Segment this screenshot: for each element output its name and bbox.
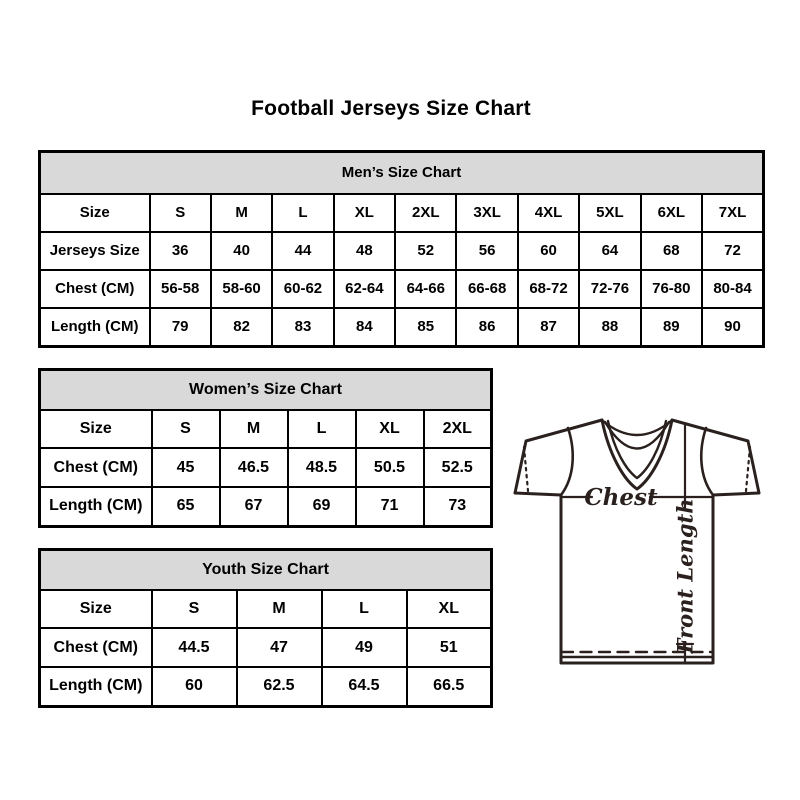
- size-value-cell: 5XL: [579, 194, 640, 232]
- youth-size-chart-table: [38, 548, 493, 708]
- size-value-cell: 48.5: [288, 448, 356, 487]
- table-title: Women’s Size Chart: [40, 370, 492, 410]
- row-label: Size: [40, 410, 152, 449]
- row-label: Jerseys Size: [40, 232, 150, 270]
- size-value-cell: L: [272, 194, 333, 232]
- size-value-cell: 2XL: [395, 194, 456, 232]
- size-value-cell: 4XL: [518, 194, 579, 232]
- size-value-cell: 62.5: [237, 667, 322, 707]
- size-value-cell: L: [322, 590, 407, 629]
- size-value-cell: 47: [237, 628, 322, 667]
- size-value-cell: 52.5: [424, 448, 492, 487]
- womens-size-chart-table: [38, 368, 493, 528]
- size-value-cell: 72: [702, 232, 763, 270]
- size-value-cell: 62-64: [334, 270, 395, 308]
- size-value-cell: 52: [395, 232, 456, 270]
- size-value-cell: 90: [702, 308, 763, 347]
- row-label: Length (CM): [40, 487, 152, 527]
- size-value-cell: 67: [220, 487, 288, 527]
- size-value-cell: 72-76: [579, 270, 640, 308]
- size-value-cell: 44: [272, 232, 333, 270]
- size-value-cell: 56: [456, 232, 517, 270]
- chest-label: Chest: [584, 484, 658, 511]
- size-value-cell: S: [152, 590, 237, 629]
- row-label: Length (CM): [40, 667, 152, 707]
- row-label: Chest (CM): [40, 270, 150, 308]
- row-label: Size: [40, 194, 150, 232]
- size-value-cell: 3XL: [456, 194, 517, 232]
- size-value-cell: 64-66: [395, 270, 456, 308]
- left-cuff-dotted-line: [524, 447, 528, 491]
- size-value-cell: 79: [150, 308, 211, 347]
- size-value-cell: 83: [272, 308, 333, 347]
- row-label: Length (CM): [40, 308, 150, 347]
- size-value-cell: 65: [152, 487, 220, 527]
- size-value-cell: 58-60: [211, 270, 272, 308]
- size-value-cell: XL: [356, 410, 424, 449]
- size-value-cell: 89: [641, 308, 702, 347]
- table-title: Men’s Size Chart: [40, 152, 764, 194]
- size-value-cell: 6XL: [641, 194, 702, 232]
- size-value-cell: 50.5: [356, 448, 424, 487]
- size-value-cell: XL: [407, 590, 492, 629]
- size-value-cell: 84: [334, 308, 395, 347]
- size-value-cell: 76-80: [641, 270, 702, 308]
- size-value-cell: 60: [518, 232, 579, 270]
- size-value-cell: 71: [356, 487, 424, 527]
- size-value-cell: S: [150, 194, 211, 232]
- size-value-cell: 46.5: [220, 448, 288, 487]
- size-value-cell: 2XL: [424, 410, 492, 449]
- size-value-cell: L: [288, 410, 356, 449]
- page-title: Football Jerseys Size Chart: [251, 97, 531, 120]
- size-value-cell: 80-84: [702, 270, 763, 308]
- size-value-cell: 51: [407, 628, 492, 667]
- size-value-cell: 69: [288, 487, 356, 527]
- size-value-cell: 56-58: [150, 270, 211, 308]
- front-length-label: Front Length: [672, 498, 698, 654]
- size-value-cell: 85: [395, 308, 456, 347]
- youth-table: [38, 548, 493, 708]
- size-value-cell: 82: [211, 308, 272, 347]
- men-table: [38, 150, 765, 348]
- size-value-cell: 60-62: [272, 270, 333, 308]
- size-value-cell: S: [152, 410, 220, 449]
- mens-size-chart-table: [38, 150, 765, 348]
- size-value-cell: 88: [579, 308, 640, 347]
- size-value-cell: 64.5: [322, 667, 407, 707]
- size-value-cell: M: [220, 410, 288, 449]
- size-value-cell: 45: [152, 448, 220, 487]
- size-value-cell: 44.5: [152, 628, 237, 667]
- size-value-cell: 87: [518, 308, 579, 347]
- row-label: Chest (CM): [40, 448, 152, 487]
- size-value-cell: XL: [334, 194, 395, 232]
- size-value-cell: 48: [334, 232, 395, 270]
- size-value-cell: 68-72: [518, 270, 579, 308]
- row-label: Chest (CM): [40, 628, 152, 667]
- size-value-cell: 68: [641, 232, 702, 270]
- size-value-cell: 49: [322, 628, 407, 667]
- jersey-right-armhole-seam: [701, 428, 713, 495]
- jersey-measurement-diagram: [498, 403, 778, 673]
- size-value-cell: 86: [456, 308, 517, 347]
- jersey-left-armhole-seam: [561, 428, 573, 495]
- row-label: Size: [40, 590, 152, 629]
- right-cuff-dotted-line: [746, 447, 750, 491]
- size-value-cell: 66-68: [456, 270, 517, 308]
- size-value-cell: 40: [211, 232, 272, 270]
- table-title: Youth Size Chart: [40, 550, 492, 590]
- size-value-cell: 7XL: [702, 194, 763, 232]
- size-value-cell: 66.5: [407, 667, 492, 707]
- size-value-cell: 73: [424, 487, 492, 527]
- size-value-cell: M: [211, 194, 272, 232]
- women-table: [38, 368, 493, 528]
- size-value-cell: 36: [150, 232, 211, 270]
- size-value-cell: M: [237, 590, 322, 629]
- size-value-cell: 60: [152, 667, 237, 707]
- size-value-cell: 64: [579, 232, 640, 270]
